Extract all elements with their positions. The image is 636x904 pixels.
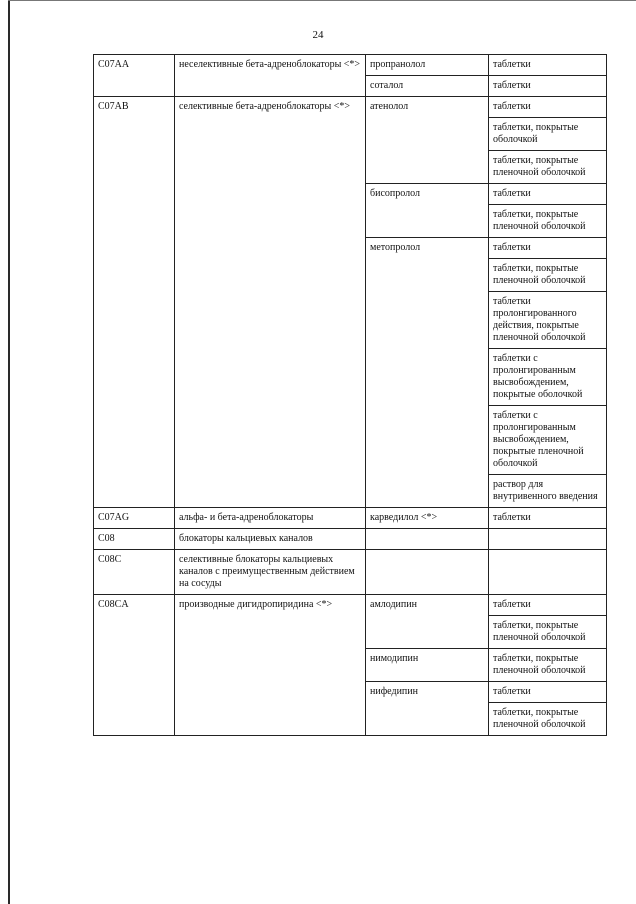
table-row xyxy=(94,508,607,529)
atc-code-cell: C08CA xyxy=(94,595,175,736)
dosage-form-cell: таблетки с пролонгированным высвобождением, покрытые оболочкой xyxy=(489,349,607,406)
dosage-form-cell: таблетки xyxy=(489,184,607,205)
dosage-form-cell: таблетки xyxy=(489,76,607,97)
dosage-form-cell: таблетки, покрытые пленочной оболочкой xyxy=(489,151,607,184)
table-row xyxy=(94,550,607,595)
drug-classification-table xyxy=(93,54,607,736)
table-row xyxy=(94,55,607,76)
drug-group-cell: производные дигидропиридина <*> xyxy=(175,595,366,736)
drug-group-cell: неселективные бета-адреноблокаторы <*> xyxy=(175,55,366,97)
dosage-form-cell: таблетки с пролонгированным высвобождением, покрытые пленочной оболочкой xyxy=(489,406,607,475)
drug-group-cell: блокаторы кальциевых каналов xyxy=(175,529,366,550)
drug-name-cell xyxy=(366,529,489,550)
drug-name-cell: метопролол xyxy=(366,238,489,508)
drug-group-cell: селективные блокаторы кальциевых каналов с преимущественным действием на сосуды xyxy=(175,550,366,595)
dosage-form-cell: таблетки, покрытые пленочной оболочкой xyxy=(489,259,607,292)
dosage-form-cell: таблетки xyxy=(489,97,607,118)
dosage-form-cell: таблетки, покрытые пленочной оболочкой xyxy=(489,703,607,736)
atc-code-cell: C08 xyxy=(94,529,175,550)
drug-name-cell xyxy=(366,550,489,595)
page-number: 24 xyxy=(312,29,324,41)
table-row xyxy=(94,595,607,616)
table-row xyxy=(94,97,607,118)
atc-code-cell: C08C xyxy=(94,550,175,595)
drug-name-cell: соталол xyxy=(366,76,489,97)
drug-group-cell: альфа- и бета-адреноблокаторы xyxy=(175,508,366,529)
dosage-form-cell: раствор для внутривенного введения xyxy=(489,475,607,508)
dosage-form-cell: таблетки xyxy=(489,238,607,259)
dosage-form-cell xyxy=(489,529,607,550)
dosage-form-cell: таблетки xyxy=(489,508,607,529)
dosage-form-cell: таблетки xyxy=(489,595,607,616)
drug-group-cell: селективные бета-адреноблокаторы <*> xyxy=(175,97,366,508)
scan-top-edge xyxy=(8,0,636,1)
drug-name-cell: нифедипин xyxy=(366,682,489,736)
drug-name-cell: атенолол xyxy=(366,97,489,184)
table-body xyxy=(94,55,607,736)
drug-name-cell: карведилол <*> xyxy=(366,508,489,529)
drug-name-cell: нимодипин xyxy=(366,649,489,682)
dosage-form-cell: таблетки пролонгированного действия, покрытые пленочной оболочкой xyxy=(489,292,607,349)
table-row xyxy=(94,529,607,550)
dosage-form-cell: таблетки, покрытые пленочной оболочкой xyxy=(489,205,607,238)
dosage-form-cell: таблетки xyxy=(489,682,607,703)
dosage-form-cell: таблетки xyxy=(489,55,607,76)
atc-code-cell: C07AA xyxy=(94,55,175,97)
dosage-form-cell: таблетки, покрытые пленочной оболочкой xyxy=(489,649,607,682)
drug-name-cell: бисопролол xyxy=(366,184,489,238)
scan-left-edge xyxy=(8,0,10,904)
drug-name-cell: пропранолол xyxy=(366,55,489,76)
dosage-form-cell: таблетки, покрытые пленочной оболочкой xyxy=(489,616,607,649)
atc-code-cell: C07AG xyxy=(94,508,175,529)
dosage-form-cell: таблетки, покрытые оболочкой xyxy=(489,118,607,151)
drug-name-cell: амлодипин xyxy=(366,595,489,649)
atc-code-cell: C07AB xyxy=(94,97,175,508)
dosage-form-cell xyxy=(489,550,607,595)
